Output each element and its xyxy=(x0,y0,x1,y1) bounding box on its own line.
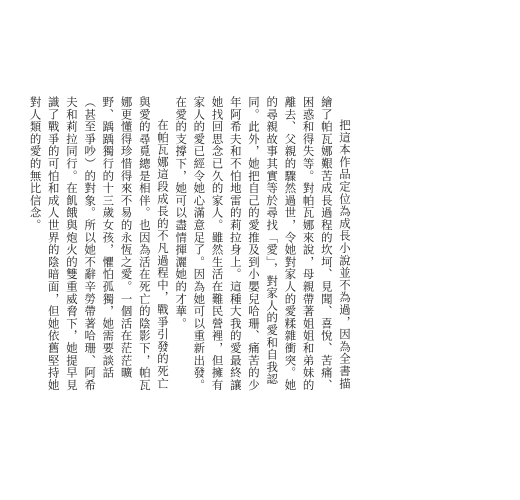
vertical-text-block xyxy=(26,96,372,396)
paragraph-2: 在帕瓦娜這段成長的不凡過程中，戰爭引發的死亡與愛的尋覓總是相伴。也因為活在死亡的陰影下，帕瓦娜更懂得珍惜得來不易的永恆之愛。一個活在茫茫曠野、踽踽獨行的十三歲女孩，懼怕孤獨，她需要談話（甚至爭吵）的對象。所以她不辭辛勞帶著哈珊、阿希夫和莉拉同行。在飢餓與炮火的雙重威脅下，她提早見識了戰爭的可怕和成人世界的陰暗面，但她依舊堅持她對人類的愛的無比信念。 xyxy=(28,96,170,392)
paragraph-1: 把這本作品定位為成長小說並不為過，因為全書描繪了帕瓦娜艱苦成長過程的坎坷、見聞、喜悅、苦痛、困惑和得失等。對帕瓦娜來說，母親帶著姐姐和弟妹的離去、父親的驟然過世，令她對家人的愛糅雜衝突。她的尋親故事其實等於尋找「愛」，對家人的愛和自我認同。此外，她把自己的愛推及到小嬰兒哈珊、痛苦的少年阿希夫和不怕地雷的莉拉身上。這種大我的愛最終讓她找回思念已久的家人。雖然生活在難民營裡，但擁有家人的愛已經令她心滿意足了。因為她可以重新出發。在愛的支撐下，她可以盡情揮灑她的才華。 xyxy=(174,96,352,392)
